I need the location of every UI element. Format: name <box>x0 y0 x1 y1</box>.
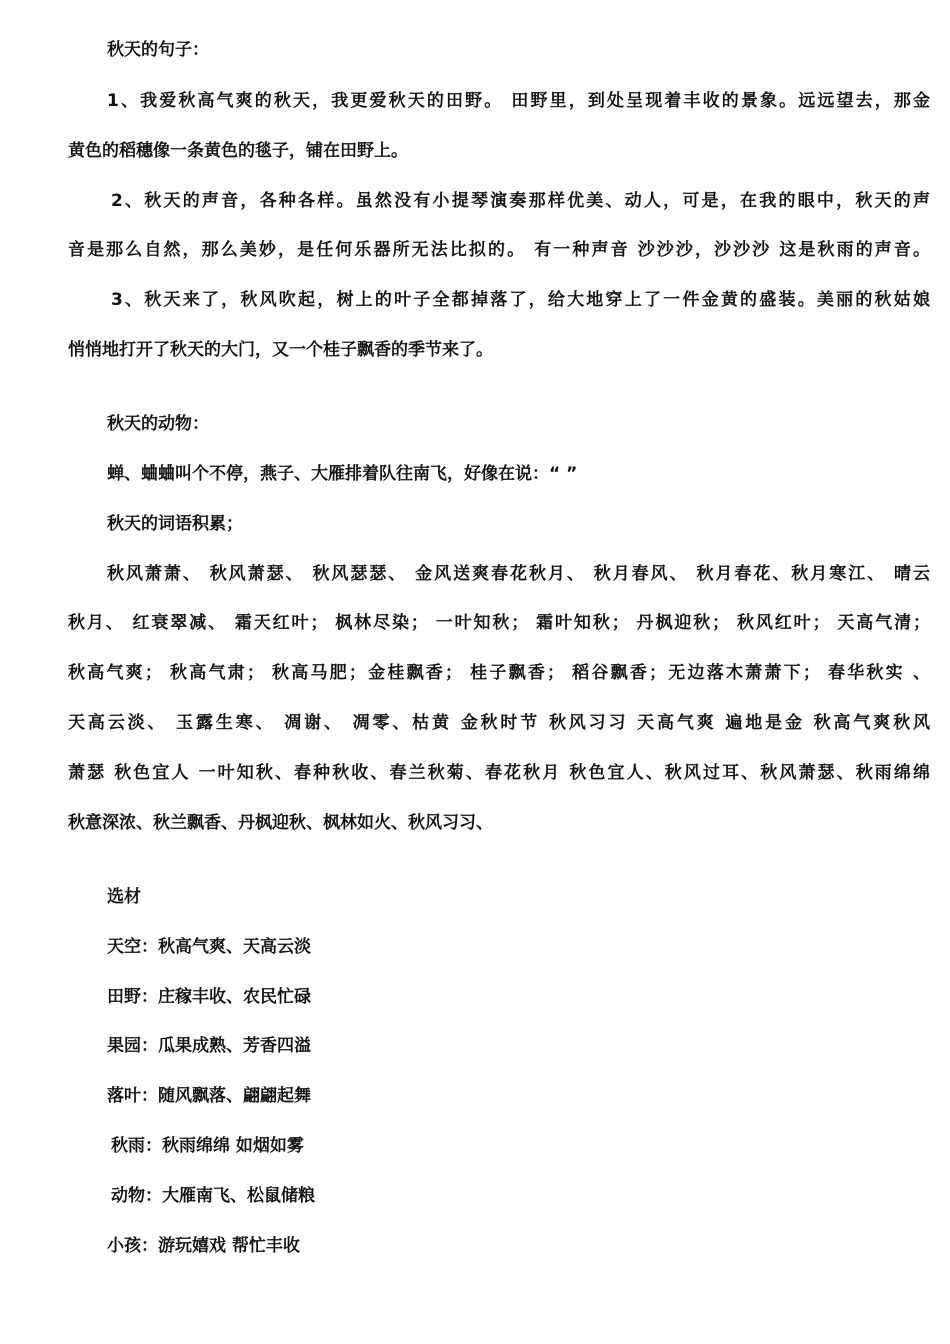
material-item-children: 小孩：游玩嬉戏 帮忙丰收 <box>107 1236 300 1256</box>
vocabulary-line: 秋月、 红衰翠减、 霜天红叶； 枫林尽染； 一叶知秋； 霜叶知秋； 丹枫迎秋； 秋风红叶； 天高气清； <box>68 613 930 633</box>
vocabulary-line: 萧瑟 秋色宜人 一叶知秋、春种秋收、春兰秋菊、春花秋月 秋色宜人、秋风过耳、秋风萧瑟、秋雨绵绵 <box>68 763 930 783</box>
animals-heading: 秋天的动物： <box>107 414 209 434</box>
material-item-sky: 天空：秋高气爽、天高云淡 <box>107 937 311 957</box>
vocabulary-heading: 秋天的词语积累； <box>107 514 243 534</box>
sentence-1-line-1: 1、我爱秋高气爽的秋天，我更爱秋天的田野。 田野里，到处呈现着丰收的景象。远远望去，那金 <box>107 91 930 111</box>
sentence-3-line-1: 3、秋天来了，秋风吹起，树上的叶子全都掉落了，给大地穿上了一件金黄的盛装。美丽的秋姑娘 <box>111 290 930 310</box>
materials-heading: 选材 <box>107 887 141 907</box>
sentence-2-line-1: 2、秋天的声音，各种各样。虽然没有小提琴演奏那样优美、动人，可是，在我的眼中，秋天的声 <box>111 191 930 211</box>
vocabulary-line: 秋高气爽； 秋高气肃； 秋高马肥；金桂飘香； 桂子飘香； 稻谷飘香；无边落木萧萧下； 春华秋实 、 <box>68 663 930 683</box>
material-item-leaves: 落叶：随风飘落、翩翩起舞 <box>107 1086 311 1106</box>
vocabulary-line: 天高云淡、 玉露生寒、 凋谢、 凋零、枯黄 金秋时节 秋风习习 天高气爽 遍地是金 秋高气爽秋风 <box>68 713 930 733</box>
material-item-orchard: 果园：瓜果成熟、芳香四溢 <box>107 1036 311 1056</box>
material-item-rain: 秋雨：秋雨绵绵 如烟如雾 <box>111 1136 304 1156</box>
animals-line: 蝉、蛐蛐叫个不停，燕子、大雁排着队往南飞，好像在说：“ ” <box>107 464 578 484</box>
sentences-heading: 秋天的句子： <box>107 40 209 60</box>
sentence-2-line-2: 音是那么自然，那么美妙，是任何乐器所无法比拟的。 有一种声音 沙沙沙，沙沙沙 这是秋雨的声音。 <box>68 240 930 260</box>
vocabulary-line: 秋意深浓、秋兰飘香、丹枫迎秋、枫林如火、秋风习习、 <box>68 813 493 833</box>
sentence-3-line-2: 悄悄地打开了秋天的大门，又一个桂子飘香的季节来了。 <box>68 340 493 360</box>
material-item-field: 田野：庄稼丰收、农民忙碌 <box>107 987 311 1007</box>
sentence-1-line-2: 黄色的稻穗像一条黄色的毯子，铺在田野上。 <box>68 141 408 161</box>
vocabulary-line: 秋风萧萧、 秋风萧瑟、 秋风瑟瑟、 金风送爽春花秋月、 秋月春风、 秋月春花、秋月寒江、 晴云 <box>107 564 930 584</box>
material-item-animals: 动物：大雁南飞、松鼠储粮 <box>111 1186 315 1206</box>
